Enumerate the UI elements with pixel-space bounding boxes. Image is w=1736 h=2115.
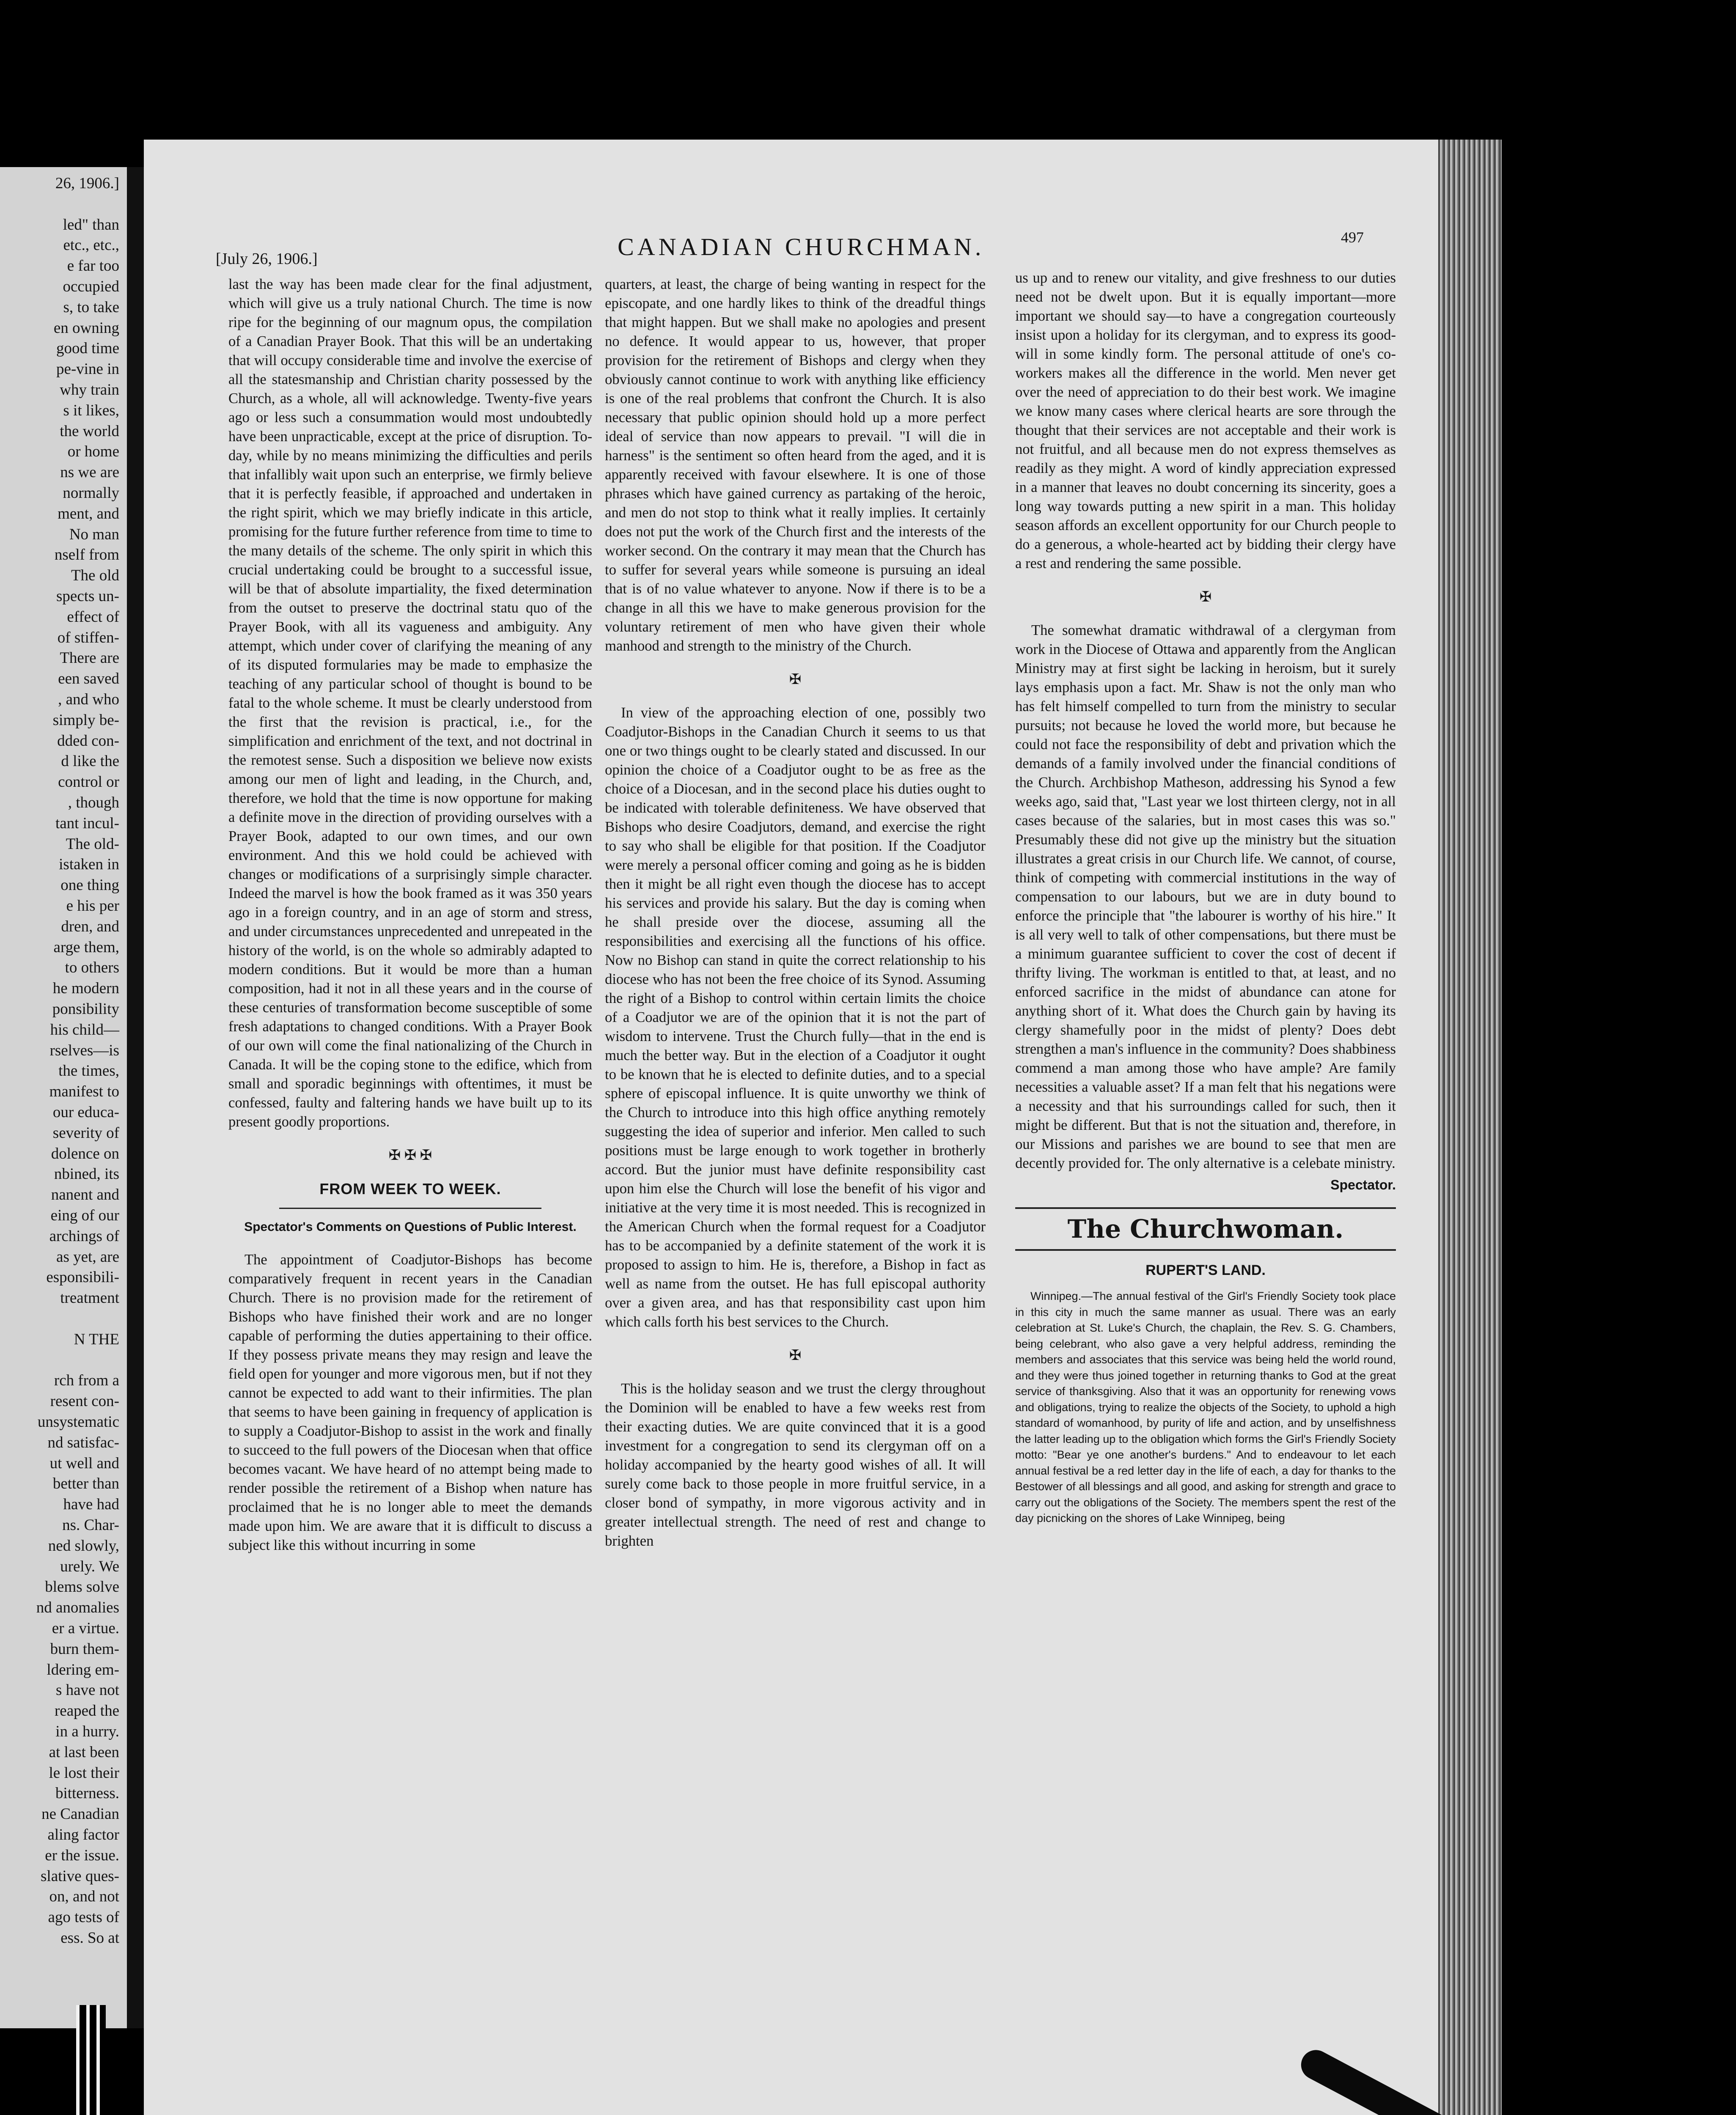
facing-page-line: ponsibility [52, 1000, 119, 1018]
facing-page-line: arge them, [53, 938, 119, 956]
article-paragraph: This is the holiday season and we trust the clergy throughout the Dominion will be enabled to have a few weeks rest from their exacting duties. We are quite convinced that it is a good investment for a congregation to send its clergyman off on a holiday accompanied by the hearty good wishes of all. It will surely come back to those people in more fruitful service, in a closer bond of sympathy, in more vigorous activity and in greater intellectual strength. The need of rest and change to brighten [605, 1381, 986, 1549]
facing-page-line: bitterness. [55, 1785, 119, 1802]
facing-page-line: treatment [60, 1289, 119, 1307]
facing-page-line: the world [60, 422, 119, 440]
facing-page-line: ne Canadian [41, 1805, 119, 1823]
facing-page-line: nd anomalies [36, 1599, 119, 1617]
divider [1015, 1207, 1396, 1209]
facing-page-line: No man [69, 525, 119, 543]
facing-page-line: he modern [52, 980, 119, 997]
facing-page-line: his child— [50, 1021, 119, 1038]
facing-page-line: on, and not [49, 1888, 119, 1906]
facing-page-line: better than [52, 1475, 119, 1493]
facing-page-line: blems solve [45, 1578, 119, 1596]
section-subheading: RUPERT'S LAND. [1145, 1262, 1266, 1278]
facing-page-line: d like the [61, 753, 119, 770]
facing-page-line: dded con- [57, 732, 119, 750]
facing-page-line: good time [56, 340, 119, 357]
facing-page-line: have had [63, 1496, 119, 1513]
facing-page-line: archings of [49, 1227, 119, 1245]
facing-page-line: one thing [60, 876, 119, 894]
facing-page-line: of stiffen- [57, 629, 119, 646]
facing-page-line: en owning [53, 319, 119, 337]
facing-page-line: e far too [67, 257, 119, 275]
facing-page-line: er a virtue. [52, 1620, 119, 1637]
facing-page-line: why train [60, 381, 119, 398]
article-paragraph: The somewhat dramatic withdrawal of a clergyman from work in the Diocese of Ottawa and apparently from the Anglican Ministry may at first sight be lacking in heroism, but it surely lays emphasis upon a fact. Mr. Shaw is not the only man who has felt himself compelled to turn from the ministry to secular pursuits; not because he loved the world more, but because he could not face the responsibility of debt and privation which the demands of a family involved under the financial conditions of the Church. Archbishop Matheson, addressing his Synod a few weeks ago, said that, "Last year we lost thirteen clergy, not in all cases because of the salaries, but in most cases this was so." Presumably these did not give up the ministry but the situation illustrates a great crisis in our Church life. We cannot, of course, think of competing with commercial institutions in the way of compensation to our labours, but we are in duty bound to enforce the principle that "the labourer is worthy of his hire." It is all very well to talk of other compensations, but there must be a minimum guarantee sufficient to cover the cost of decent if thrifty living. The workman is entitled to that, at least, and no enforced sacrifice in the midst of abundance can atone for anything short of it. What does the Church gain by having its clergy shamefully poor in the midst of plenty? Does debt strengthen a man's influence in the community? Does shabbiness commend a man among those who have ample? Are family necessities a valuable asset? If a man felt that his negations were a necessity and that his surroundings called for such, then it might be different. But that is not the situation and, therefore, in our Missions and parishes we are bound to see that men are decently provided for. The only alternative is a celebate ministry. [1015, 622, 1396, 1171]
facing-page-line: burn them- [50, 1640, 119, 1658]
facing-page-line: nanent and [51, 1186, 119, 1204]
facing-page-line: ut well and [49, 1454, 119, 1472]
divider [1015, 1249, 1396, 1251]
section-subheading: Spectator's Comments on Questions of Public Interest. [244, 1220, 577, 1234]
facing-page-line: e his per [66, 897, 119, 915]
facing-page-line: tant incul- [55, 814, 119, 832]
facing-page-line: spects un- [56, 588, 119, 605]
article-paragraph: us up and to renew our vitality, and give freshness to our duties need not be dwelt upon. But it is equally important—more important we should say—to have a congregation courteously insist upon a holiday for its clergyman, and to express its good-will in some kindly form. The personal attitude of one's co-workers makes all the difference in the world. Men never get over the need of appreciation to do their best work. We imagine we know many cases where clerical hearts are sore through the thought that their services are not acceptable and their work is not fruitful, and all because men do not express themselves as readily as they might. A word of kindly appreciation expressed in a manner that leaves no doubt concerning its sincerity, goes a long way towards putting a new spirit in a man. This holiday season affords an excellent opportunity for our Church people to do a generous, a whole-hearted act by bidding their clergy have a rest and rendering the same possible. [1015, 270, 1396, 571]
header-date: [July 26, 1906.] [216, 250, 318, 268]
byline-signature: Spectator. [1330, 1177, 1396, 1192]
facing-page-line: resent con- [50, 1393, 119, 1410]
section-title: The Churchwoman. [1067, 1214, 1344, 1244]
article-paragraph: quarters, at least, the charge of being wanting in respect for the episcopate, and one hardly likes to think of the dreadful things that might happen. But we shall make no apologies and present no defence. It would appear to us, however, that proper provision for the retirement of Bishops and clergy when they obviously cannot continue to work with anything like efficiency is one of the real problems that confront the Church. It is also necessary that public opinion should hold up a more perfect ideal of service than now appears to prevail. "I will die in harness" is the sentiment so often heard from the aged, and it is apparently received with favour elsewhere. It is one of those phrases which have gained currency as partaking of the heroic, and men do not stop to think what it really implies. It certainly does not put the work of the Church first and the interests of the worker second. On the contrary it may mean that the Church has to suffer for several years while someone is pursuing an ideal that is of no value whatever to anyone. Now if there is to be a change in all this we have to make generous provision for the voluntary retirement of men who have given their whole manhood and strength to the ministry of the Church. [605, 276, 986, 654]
facing-page-line: The old [71, 567, 119, 585]
facing-page-line: 26, 1906.] [55, 175, 119, 192]
column-1 [228, 275, 592, 1555]
article-paragraph: Winnipeg.—The annual festival of the Girl's Friendly Society took place in this city in much the same manner as usual. There was an early celebration at St. Luke's Church, the chaplain, the Rev. S. G. Chambers, being celebrant, who also gave a very helpful address, reminding the members and associates that this service was being held the world round, and they were thus joined together in returning thanks to God at the great service of thanksgiving. Also that it was an opportunity for renewing vows and obligations, trying to realize the objects of the Society, to uphold a high standard of womanhood, by purity of life and action, and by unselfishness the latter leading up to the obligation which forms the Girl's Friendly Society motto: "Bear ye one another's burdens." And to endeavour to let each annual festival be a red letter day in the life of each, a day for thanks to the Bestower of all blessings and all good, and asking for strength and grace to carry out the obligations of the Society. The members spent the rest of the day picnicking on the shores of Lake Winnipeg, being [1015, 1290, 1396, 1524]
facing-page-line: control or [58, 773, 119, 791]
facing-page-line: ment, and [58, 505, 119, 522]
facing-page-line: ess. So at [60, 1929, 119, 1947]
article-paragraph: The appointment of Coadjutor-Bishops has become comparatively frequent in recent years in the Canadian Church. There is no provision made for the retirement of Bishops who have finished their work and are no longer capable of performing the duties appertaining to their office. If they possess private means they may resign and leave the field open for younger and more vigorous men, but if not they cannot be expected to add want to their infirmities. The plan that seems to have been gaining in frequency of application is to supply a Coadjutor-Bishop to assist in the work and finally to succeed to the full powers of the Diocesan when that office becomes vacant. We have heard of no attempt being made to render possible the retirement of a Bishop when nature has proclaimed that he is no longer able to meet the demands made upon him. We are aware that it is difficult to discuss a subject like this without incurring in some [228, 1252, 592, 1553]
facing-page-line: ago tests of [48, 1909, 119, 1926]
newspaper-page [144, 140, 1438, 2115]
facing-page-line: or home [67, 443, 119, 461]
facing-page-line: s, to take [63, 298, 119, 316]
facing-page-line: dren, and [61, 917, 119, 935]
section-ornament: ✠ [789, 672, 802, 687]
facing-page-line: le lost their [49, 1764, 119, 1782]
facing-page-line: led" than [63, 216, 119, 233]
binding-stripes [76, 2005, 106, 2115]
facing-page-line: slative ques- [41, 1867, 119, 1885]
facing-page-line: ldering em- [47, 1661, 119, 1678]
facing-page-line: The old- [66, 835, 119, 853]
facing-page-line: istaken in [59, 856, 119, 873]
facing-page-line: urely. We [60, 1557, 119, 1575]
article-paragraph: In view of the approaching election of one, possibly two Coadjutor-Bishops in the Canadian Church it seems to us that one or two things ought to be clearly stated and discussed. In our opinion the choice of a Coadjutor ought to be as free as the choice of a Diocesan, and in the second place his duties ought to be indicated with tolerable definiteness. We have observed that Bishops who desire Coadjutors, demand, and exercise the right to say who shall be eligible for that position. If the Coadjutor were merely a personal officer coming and going as he is bidden then it might be all right even though the diocese has to accept his services and provide his salary. But the day is coming when he shall preside over the diocese, assuming all the responsibilities and exercising all the functions of his office. Now no Bishop can stand in quite the correct relationship to his diocese who has not been the free choice of its Synod. Assuming the right of a Bishop to control within certain limits the choice of a Coadjutor we are of the opinion that it is not the part of wisdom to intervene. Trust the Church fully—that in the end is much the better way. But in the election of a Coadjutor it ought to be known that he is elected to definite duties, and to a special sphere of episcopal influence. It is quite unworthy we think of the Church to introduce into this high office anything remotely suggesting the idea of superior and inferior. Men called to such positions must be large enough to work together in brotherly accord. But the junior must have definite responsibility cast upon him else the Church will lose the benefit of his vigor and initiative at the very time it is most needed. This is recognized in the American Church when the formal request for a Coadjutor has to be accompanied by a definite statement of the work it is proposed to assign to him. He is, therefore, a Bishop in fact as well as name from the outset. He has full episcopal authority over a given area, and has that responsibility cast upon him which calls forth his best services to the Church. [605, 705, 986, 1330]
facing-page-line: er the issue. [45, 1846, 119, 1864]
page-stack-edge [1438, 140, 1502, 2115]
masthead-title: CANADIAN CHURCHMAN. [618, 233, 985, 261]
facing-page-fragment [0, 167, 127, 2028]
article-paragraph: last the way has been made clear for the final adjustment, which will give us a truly national Church. The time is now ripe for the beginning of our magnum opus, the compilation of a Canadian Prayer Book. That this will be an undertaking that will occupy considerable time and involve the exercise of all the statesmanship and Christian charity possessed by the Church, as a whole, all will acknowledge. Twenty-five years ago or less such a consummation would most undoubtedly have been unpracticable, except at the price of disruption. To-day, while by no means minimizing the difficulties and perils that infallibly wait upon such an enterprise, we firmly believe that it is perfectly feasible, if approached and undertaken in the right spirit, which we may briefly indicate in this article, promising for the future further reference from time to time to the many details of the scheme. The only spirit in which this crucial undertaking could be brought to a successful issue, will be that of absolute impartiality, the fixed determination from the outset to preserve the doctrinal statu quo of the Prayer Book, with all its vagueness and ambiguity. Any attempt, which under cover of clarifying the meaning of any of its disputed formularies may be made to emphasize the teaching of any particular school of thought is bound to be fatal to the whole scheme. It must be clearly understood from the first that the revision is practical, i.e., for the simplification and enrichment of the text, and not doctrinal in the remotest sense. Such a disposition we believe now exists among our men of light and leading, in the Church, and, therefore, we hold that the time is now opportune for making a definite move in the direction of providing ourselves with a Prayer Book, adapted to our own times, and our own environment. And this we hold could be achieved with changes or modifications of a surprisingly simple character. Indeed the marvel is how the book framed as it was 350 years ago in a foreign country, and in an age of storm and stress, and under circumstances unprecedented and unrepeated in the history of the world, is on the whole so admirably adapted to modern conditions. But it would be more than a human composition, had it not in all these years and in the course of these centuries of transformation become susceptible of some fresh adaptations to changed conditions. With a Prayer Book of our own will come the final nationalizing of the Church in Canada. It will be the coping stone to the edifice, which from small and sporadic beginnings with oftentimes, it must be confessed, faulty and faltering hands we have built up to its present goodly proportions. [228, 276, 592, 1130]
page-number: 497 [1341, 229, 1364, 246]
facing-page-line: eing of our [50, 1207, 119, 1224]
facing-page-line: normally [63, 484, 119, 502]
column-3 [1015, 269, 1396, 1527]
facing-page-line: at last been [49, 1743, 119, 1761]
divider [279, 1208, 541, 1209]
facing-page-line: There are [60, 649, 119, 667]
facing-page-line: manifest to [49, 1083, 119, 1101]
section-heading: FROM WEEK TO WEEK. [319, 1180, 501, 1198]
facing-page-line: esponsibili- [46, 1269, 119, 1286]
facing-page-line: nbined, its [54, 1165, 119, 1183]
section-ornament: ✠ [789, 1348, 802, 1363]
facing-page-line: rch from a [54, 1372, 119, 1390]
facing-page-line: severity of [52, 1124, 119, 1142]
book-gutter [127, 167, 144, 2028]
facing-page-line: pe-vine in [56, 360, 119, 378]
facing-page-line: in a hurry. [55, 1723, 119, 1740]
facing-page-line: dolence on [51, 1145, 119, 1162]
facing-page-line: ns. Char- [62, 1516, 119, 1534]
facing-page-line: s it likes, [63, 401, 119, 419]
facing-page-line: simply be- [52, 711, 119, 729]
facing-page-line: effect of [67, 608, 119, 626]
section-ornament: ✠ [1199, 589, 1212, 605]
facing-page-line: rselves—is [49, 1041, 119, 1059]
facing-page-line: as yet, are [56, 1248, 119, 1266]
facing-page-line: een saved [58, 670, 119, 688]
news-item [1015, 1288, 1396, 1527]
facing-page-line: , and who [58, 691, 119, 708]
facing-page-line: the times, [58, 1062, 119, 1080]
section-ornament: ✠ ✠ ✠ [388, 1148, 432, 1163]
facing-page-line: reaped the [54, 1702, 119, 1720]
facing-page-line: etc., etc., [63, 236, 119, 254]
facing-page-line: to others [65, 959, 119, 977]
facing-page-line: aling factor [47, 1826, 119, 1843]
column-2 [605, 275, 986, 1551]
facing-page-line: ns we are [60, 464, 119, 481]
facing-page-line: ned slowly, [48, 1537, 119, 1555]
facing-page-line: s have not [55, 1681, 119, 1699]
facing-page-line: nd satisfac- [47, 1434, 119, 1451]
facing-page-line: N THE [74, 1330, 119, 1348]
facing-page-line: , though [68, 794, 119, 811]
facing-page-line: nself from [54, 546, 119, 564]
facing-page-line: our educa- [52, 1104, 119, 1121]
facing-page-line: occupied [63, 278, 119, 295]
facing-page-line: unsystematic [37, 1413, 119, 1431]
